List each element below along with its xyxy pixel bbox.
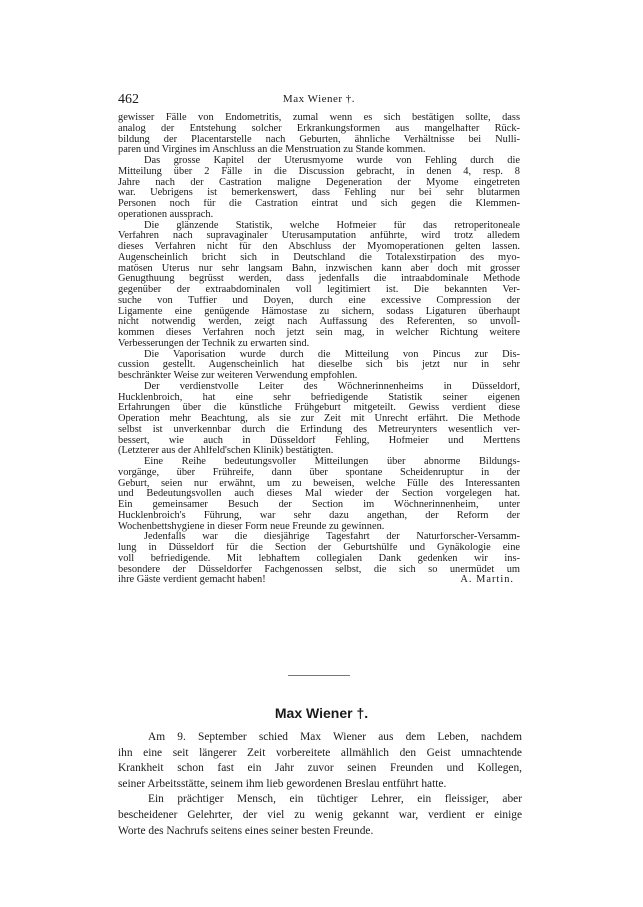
text-line: besondere der Düsseldorfer Fachgenossen selbst, die sich so unermüdet um: [118, 564, 520, 575]
text-line: voll befriedigende. Mit lebhaftem collegialen Dank gedenken wir ins-: [118, 553, 520, 564]
obituary-heading: Max Wiener †.: [274, 705, 369, 721]
text-line: bessert, wie auch in Düsseldorf Fehling, Hofmeier und Merttens: [118, 435, 520, 446]
text-line: vorgänge, über Frühreife, dann über spontane Scheidenruptur in der: [118, 467, 520, 478]
text-line: (Letzterer aus der Ahlfeld'schen Klinik) bestätigten.: [118, 446, 334, 457]
text-line: suche von Tuffier und Doyen, durch eine excessive Compression der: [118, 295, 520, 306]
article-body: [118, 113, 520, 586]
text-line: Verbesserungen der Technik zu erwarten sind.: [118, 338, 310, 349]
text-line: bildung der Placentarstelle nach Geburten, ähnliche Verhältnisse bei Nulli-: [118, 134, 520, 145]
text-line: gegenüber der extraabdominalen voll legitimiert ist. Die bekannten Ver-: [118, 285, 520, 295]
text-line: analog der Entstehung solcher Erkrankungsformen aus mangelhafter Rück-: [118, 123, 520, 134]
text-line: Genugthuung begrüsst werden, dass jedenfalls die intraabdominale Methode: [118, 274, 520, 285]
page-header: [118, 92, 520, 108]
text-line: Mitteilung über 2 Fälle in die Discussion gebracht, in denen 4, resp. 8: [118, 166, 520, 177]
obituary-line: Krankheit schon fast ein Jahr zuvor seinen Freunden und Kollegen,: [118, 762, 522, 775]
text-line: dieses Verfahren nicht für den Abschluss der Myomoperationen gelten lassen.: [118, 242, 520, 252]
text-line: Geburt, seien nur erwähnt, um zu beweisen, welche Fülle des Interessanten: [118, 478, 520, 489]
obituary-line: ihn eine seit längerer Zeit vorbereitete allmählich den Geist umnachtende: [118, 746, 522, 759]
text-line: selbst ist unverkennbar durch die Erfindung des Metreurynters wesentlich ver-: [118, 424, 520, 435]
text-line: Augenscheinlich bricht sich in Deutschland die Totalexstirpation des myo-: [118, 252, 520, 263]
text-line: Wochenbettshygiene in dieser Form neue Freunde zu gewinnen.: [118, 521, 385, 532]
text-line: Hucklenbroich, hat eine sehr befriedigende Statistik seiner eigenen: [118, 392, 520, 403]
obituary-line: seiner Arbeitsstätte, seinem ihm lieb gewordenen Breslau entführt hatte.: [118, 777, 447, 790]
text-line: Ligamente eine genügende Hämostase zu sichern, sodass Ligaturen überhaupt: [118, 306, 520, 317]
text-line: kommen dieses Verfahren noch jetzt sein mag, in welcher Richtung weitere: [118, 328, 520, 338]
text-line: Ein gemeinsamer Besuch der Section im Wöchnerinnenheim, unter: [118, 500, 520, 510]
text-line: lung in Düsseldorf für die Section der Geburtshülfe und Gynäkologie eine: [118, 543, 520, 553]
obituary-line: bescheidener Gelehrter, der viel zu wenig gekannt war, verdient er einige: [118, 808, 522, 821]
text-line: Operation mehr Beachtung, als sie zur Zeit mit Unrecht erfährt. Die Methode: [118, 414, 520, 424]
text-line: nicht notwendig werden, zeigt nach Auffassung des Referenten, so unvoll-: [118, 317, 520, 328]
obituary-line: Am 9. September schied Max Wiener aus dem Leben, nachdem: [148, 731, 522, 743]
text-line: Jahre nach der Castration maligne Degeneration der Myome eingetreten: [118, 177, 520, 188]
text-line: und Bedeutungsvollen auch dieses Mal wieder der Section vorgelegen hat.: [118, 489, 520, 500]
text-line: Jedenfalls war die diesjährige Tagesfahrt der Naturforscher-Versamm-: [144, 532, 520, 543]
text-line: Eine Reihe bedeutungsvoller Mitteilungen über abnorme Bildungs-: [144, 457, 520, 467]
text-line: gewisser Fälle von Endometritis, zumal wenn es sich bestätigen sollte, dass: [118, 113, 520, 123]
obituary-body: [118, 730, 522, 839]
closing-text: ihre Gäste verdient gemacht haben!: [118, 574, 266, 586]
text-line: cussion gestellt. Augenscheinlich hat dieselbe sich bis jetzt nur in sehr: [118, 360, 520, 371]
text-line: Erfahrungen über die künstliche Frühgeburt mitgeteilt. Gewiss verdient diese: [118, 403, 520, 414]
obituary-line: Ein prächtiger Mensch, ein tüchtiger Lehrer, ein fleissiger, aber: [148, 793, 522, 806]
text-line: Die glänzende Statistik, welche Hofmeier für das retroperitoneale: [144, 220, 520, 231]
section-divider: [288, 675, 350, 676]
text-line: Hucklenbroich's Führung, war sehr dazu angethan, der Reform der: [118, 510, 520, 521]
text-line: beschränkter Weise zur weiteren Verwendung empfohlen.: [118, 371, 358, 381]
text-line: matösen Uterus nur sehr langsam Bahn, inzwischen kann aber doch mit grosser: [118, 263, 520, 274]
closing-line: [118, 575, 520, 586]
text-line: Personen noch für die Castration eintrat und sich gegen die Klemmen-: [118, 199, 520, 209]
obituary-line: Worte des Nachrufs seitens eines seiner besten Freunde.: [118, 824, 374, 837]
text-line: Das grosse Kapitel der Uterusmyome wurde von Fehling durch die: [144, 156, 520, 166]
running-title: Max Wiener †.: [282, 93, 356, 105]
text-line: war. Uebrigens ist bemerkenswert, dass Fehling nur bei sehr blutarmen: [118, 188, 520, 199]
text-line: operationen aussprach.: [118, 209, 214, 220]
text-line: Der verdienstvolle Leiter des Wöchnerinnenheims in Düsseldorf,: [144, 381, 520, 392]
text-line: Die Vaporisation wurde durch die Mitteilung von Pincus zur Dis-: [144, 349, 520, 360]
author-signature: A. Martin.: [460, 574, 514, 586]
text-line: paren und Virgines im Anschluss an die Menstruation zu Stande kommen.: [118, 145, 426, 156]
page-number: 462: [118, 92, 139, 107]
text-line: Verfahren nach supravaginaler Uterusamputation anführte, wird trotz alledem: [118, 231, 520, 242]
